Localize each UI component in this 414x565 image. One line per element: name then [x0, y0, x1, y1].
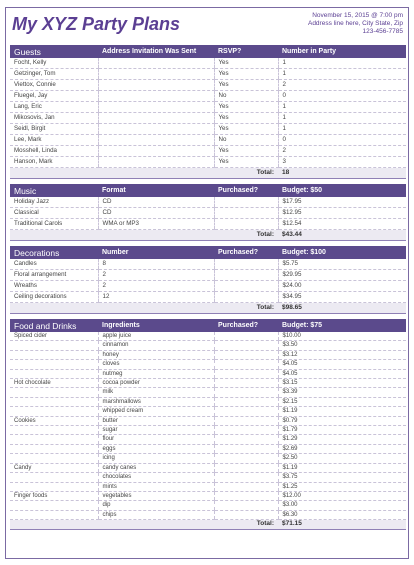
table-row — [10, 491, 406, 500]
table-row — [10, 360, 406, 369]
table-row — [10, 397, 406, 406]
table-cell[interactable] — [214, 388, 278, 397]
table-cell[interactable]: 3 — [278, 157, 406, 168]
table-cell[interactable] — [214, 435, 278, 444]
table-cell[interactable] — [214, 208, 278, 219]
decorations-header-row — [10, 246, 406, 259]
table-cell[interactable] — [214, 360, 278, 369]
table-cell[interactable]: candy canes — [98, 463, 214, 472]
table-cell[interactable] — [10, 350, 98, 359]
table-cell[interactable]: 1 — [278, 102, 406, 113]
table-cell[interactable] — [214, 341, 278, 350]
table-cell[interactable] — [214, 501, 278, 510]
table-row — [10, 270, 406, 281]
food-column-header: Ingredients — [98, 319, 214, 332]
table-cell[interactable]: Ceiling decorations — [10, 292, 98, 303]
table-cell[interactable]: $2.50 — [278, 454, 406, 463]
table-row — [10, 69, 406, 80]
table-cell[interactable]: 2 — [98, 270, 214, 281]
table-cell[interactable]: Mikosovis, Jan — [10, 113, 98, 124]
table-cell[interactable]: Focht, Kelly — [10, 58, 98, 69]
table-cell[interactable]: cinnamon — [98, 341, 214, 350]
table-cell[interactable] — [214, 426, 278, 435]
table-cell[interactable]: $3.39 — [278, 388, 406, 397]
table-row — [10, 102, 406, 113]
table-cell[interactable]: $6.30 — [278, 510, 406, 519]
table-cell[interactable]: WMA or MP3 — [98, 219, 214, 230]
table-cell[interactable] — [214, 219, 278, 230]
table-cell[interactable]: $1.79 — [278, 426, 406, 435]
sheet-header — [6, 8, 408, 45]
table-row — [10, 350, 406, 359]
table-cell[interactable]: 1 — [278, 69, 406, 80]
guests-total-row — [10, 168, 406, 179]
table-cell[interactable]: $12.00 — [278, 491, 406, 500]
music-column-header: Format — [98, 184, 214, 197]
table-cell[interactable]: Yes — [214, 157, 278, 168]
table-cell[interactable]: Hanson, Mark — [10, 157, 98, 168]
table-cell[interactable]: Classical — [10, 208, 98, 219]
table-cell[interactable] — [214, 332, 278, 341]
table-row — [10, 379, 406, 388]
food-total-row — [10, 520, 406, 529]
table-cell[interactable]: 1 — [278, 124, 406, 135]
table-cell[interactable] — [214, 197, 278, 208]
table-row — [10, 369, 406, 378]
total-spacer — [10, 520, 214, 529]
total-value: 18 — [278, 168, 406, 179]
table-cell[interactable]: Holiday Jazz — [10, 197, 98, 208]
music-column-header: Purchased? — [214, 184, 278, 197]
event-address: Address line here, City State, Zip — [307, 20, 403, 27]
table-row — [10, 444, 406, 453]
table-cell[interactable] — [214, 350, 278, 359]
decorations-column-header: Budget: $100 — [278, 246, 406, 259]
table-cell[interactable]: Yes — [214, 102, 278, 113]
table-cell[interactable] — [214, 270, 278, 281]
table-cell[interactable]: $3.15 — [278, 379, 406, 388]
table-cell[interactable] — [10, 473, 98, 482]
table-cell[interactable]: Yes — [214, 113, 278, 124]
table-cell[interactable]: Cookies — [10, 416, 98, 425]
table-cell[interactable] — [214, 369, 278, 378]
total-label: Total: — [214, 230, 278, 241]
table-cell[interactable]: $3.12 — [278, 350, 406, 359]
table-cell[interactable] — [98, 135, 214, 146]
decorations-total-row — [10, 303, 406, 314]
table-cell[interactable]: No — [214, 91, 278, 102]
table-cell[interactable]: $1.19 — [278, 463, 406, 472]
table-row — [10, 91, 406, 102]
table-cell[interactable] — [10, 397, 98, 406]
guests-column-header: Number in Party — [278, 45, 406, 58]
table-cell[interactable]: flour — [98, 435, 214, 444]
decorations-column-header: Decorations — [10, 246, 98, 259]
table-cell[interactable]: Lee, Mark — [10, 135, 98, 146]
table-row — [10, 281, 406, 292]
table-cell[interactable] — [98, 124, 214, 135]
table-cell[interactable]: Viettox, Connie — [10, 80, 98, 91]
table-cell[interactable] — [98, 113, 214, 124]
table-cell[interactable]: Floral arrangement — [10, 270, 98, 281]
table-cell[interactable] — [98, 146, 214, 157]
table-cell[interactable] — [10, 482, 98, 491]
table-cell[interactable]: butter — [98, 416, 214, 425]
food-header-row — [10, 319, 406, 332]
table-cell[interactable]: vegetables — [98, 491, 214, 500]
table-cell[interactable]: Seidl, Birgit — [10, 124, 98, 135]
table-cell[interactable]: Finger foods — [10, 491, 98, 500]
page-title: My XYZ Party Plans — [12, 14, 181, 34]
table-cell[interactable]: 2 — [98, 281, 214, 292]
guests-column-header: Address Invitation Was Sent — [98, 45, 214, 58]
table-cell[interactable] — [98, 157, 214, 168]
table-cell[interactable]: Yes — [214, 58, 278, 69]
table-cell[interactable]: $3.00 — [278, 501, 406, 510]
table-row — [10, 292, 406, 303]
table-cell[interactable]: Getzinger, Tom — [10, 69, 98, 80]
guests-column-header: RSVP? — [214, 45, 278, 58]
music-column-header: Budget: $50 — [278, 184, 406, 197]
table-cell[interactable]: $4.05 — [278, 369, 406, 378]
table-cell[interactable]: Wreaths — [10, 281, 98, 292]
table-cell[interactable]: $2.69 — [278, 444, 406, 453]
table-cell[interactable] — [214, 454, 278, 463]
total-spacer — [10, 230, 214, 241]
table-cell[interactable]: mints — [98, 482, 214, 491]
total-value: $71.15 — [278, 520, 406, 529]
table-cell[interactable] — [214, 281, 278, 292]
food-column-header: Purchased? — [214, 319, 278, 332]
table-row — [10, 259, 406, 270]
food-column-header: Budget: $75 — [278, 319, 406, 332]
table-cell[interactable]: $0.79 — [278, 416, 406, 425]
table-cell[interactable]: Yes — [214, 80, 278, 91]
table-cell[interactable]: $24.00 — [278, 281, 406, 292]
table-cell[interactable]: $3.75 — [278, 473, 406, 482]
table-cell[interactable] — [214, 407, 278, 416]
table-cell[interactable]: Yes — [214, 69, 278, 80]
music-total-row — [10, 230, 406, 241]
table-cell[interactable] — [214, 292, 278, 303]
table-cell[interactable]: 0 — [278, 135, 406, 146]
total-label: Total: — [214, 168, 278, 179]
table-cell[interactable]: Candy — [10, 463, 98, 472]
guests-column-header: Guests — [10, 45, 98, 58]
table-row — [10, 482, 406, 491]
music-header-row — [10, 184, 406, 197]
decorations-table — [10, 246, 406, 314]
table-cell[interactable]: Yes — [214, 146, 278, 157]
total-spacer — [10, 168, 214, 179]
table-cell[interactable]: Lang, Eric — [10, 102, 98, 113]
table-row — [10, 113, 406, 124]
table-cell[interactable]: $1.19 — [278, 407, 406, 416]
table-cell[interactable]: Traditional Carols — [10, 219, 98, 230]
music-column-header: Music — [10, 184, 98, 197]
table-cell[interactable] — [10, 369, 98, 378]
table-cell[interactable] — [214, 473, 278, 482]
table-cell[interactable]: marshmallows — [98, 397, 214, 406]
table-cell[interactable] — [214, 259, 278, 270]
table-row — [10, 197, 406, 208]
table-row — [10, 80, 406, 91]
table-cell[interactable] — [10, 501, 98, 510]
food-and-drinks-table — [10, 319, 406, 530]
table-cell[interactable]: $10.00 — [278, 332, 406, 341]
table-cell[interactable]: 0 — [278, 91, 406, 102]
table-cell[interactable]: $5.75 — [278, 259, 406, 270]
table-cell[interactable] — [10, 444, 98, 453]
table-cell[interactable]: icing — [98, 454, 214, 463]
table-cell[interactable]: whipped cream — [98, 407, 214, 416]
event-info — [308, 12, 403, 36]
table-cell[interactable]: CD — [98, 208, 214, 219]
table-cell[interactable] — [214, 463, 278, 472]
guests-header-row — [10, 45, 406, 58]
table-cell[interactable]: $4.05 — [278, 360, 406, 369]
table-cell[interactable]: cocoa powder — [98, 379, 214, 388]
table-cell[interactable] — [98, 102, 214, 113]
table-cell[interactable] — [10, 510, 98, 519]
table-row — [10, 208, 406, 219]
table-cell[interactable]: 2 — [278, 80, 406, 91]
table-cell[interactable] — [214, 491, 278, 500]
total-value: $98.65 — [278, 303, 406, 314]
table-cell[interactable]: eggs — [98, 444, 214, 453]
table-cell[interactable]: $17.95 — [278, 197, 406, 208]
table-cell[interactable] — [98, 69, 214, 80]
table-cell[interactable]: cloves — [98, 360, 214, 369]
guests-table — [10, 45, 406, 179]
table-row — [10, 341, 406, 350]
table-row — [10, 426, 406, 435]
table-cell[interactable] — [10, 388, 98, 397]
table-row — [10, 454, 406, 463]
event-date: November 15, 2015 @ 7:00 pm — [312, 12, 403, 19]
table-row — [10, 435, 406, 444]
event-phone: 123-456-7785 — [362, 28, 403, 35]
table-cell[interactable] — [214, 416, 278, 425]
total-value: $43.44 — [278, 230, 406, 241]
total-label: Total: — [214, 303, 278, 314]
table-cell[interactable]: CD — [98, 197, 214, 208]
table-cell[interactable]: Candles — [10, 259, 98, 270]
table-cell[interactable] — [10, 341, 98, 350]
table-cell[interactable]: $3.50 — [278, 341, 406, 350]
table-cell[interactable] — [214, 444, 278, 453]
table-cell[interactable]: sugar — [98, 426, 214, 435]
table-cell[interactable] — [214, 397, 278, 406]
table-cell[interactable] — [214, 482, 278, 491]
table-row — [10, 510, 406, 519]
table-cell[interactable]: No — [214, 135, 278, 146]
table-row — [10, 416, 406, 425]
table-cell[interactable]: chocolates — [98, 473, 214, 482]
table-cell[interactable]: $29.95 — [278, 270, 406, 281]
table-cell[interactable] — [10, 454, 98, 463]
table-cell[interactable] — [98, 80, 214, 91]
table-row — [10, 135, 406, 146]
table-cell[interactable] — [10, 360, 98, 369]
table-cell[interactable]: 1 — [278, 113, 406, 124]
table-cell[interactable]: nutmeg — [98, 369, 214, 378]
table-cell[interactable]: 12 — [98, 292, 214, 303]
table-cell[interactable] — [10, 435, 98, 444]
table-row — [10, 219, 406, 230]
table-cell[interactable]: Hot chocolate — [10, 379, 98, 388]
table-cell[interactable] — [10, 426, 98, 435]
table-cell[interactable]: milk — [98, 388, 214, 397]
table-row — [10, 501, 406, 510]
table-row — [10, 332, 406, 341]
table-cell[interactable] — [214, 510, 278, 519]
table-cell[interactable]: $2.15 — [278, 397, 406, 406]
table-cell[interactable] — [10, 407, 98, 416]
table-cell[interactable]: Spiced cider — [10, 332, 98, 341]
table-cell[interactable]: $12.95 — [278, 208, 406, 219]
table-row — [10, 407, 406, 416]
table-cell[interactable]: 8 — [98, 259, 214, 270]
table-cell[interactable]: Yes — [214, 124, 278, 135]
music-table — [10, 184, 406, 241]
table-row — [10, 124, 406, 135]
table-cell[interactable]: honey — [98, 350, 214, 359]
table-cell[interactable] — [214, 379, 278, 388]
table-cell[interactable] — [98, 58, 214, 69]
table-cell[interactable] — [98, 91, 214, 102]
table-cell[interactable]: Fluegel, Jay — [10, 91, 98, 102]
party-plan-sheet — [5, 7, 409, 559]
table-row — [10, 58, 406, 69]
total-label: Total: — [214, 520, 278, 529]
table-row — [10, 157, 406, 168]
table-cell[interactable]: 1 — [278, 58, 406, 69]
table-cell[interactable]: 2 — [278, 146, 406, 157]
table-row — [10, 473, 406, 482]
total-spacer — [10, 303, 214, 314]
table-cell[interactable]: $1.29 — [278, 435, 406, 444]
table-row — [10, 463, 406, 472]
table-row — [10, 388, 406, 397]
table-cell[interactable]: apple juice — [98, 332, 214, 341]
table-cell[interactable]: chips — [98, 510, 214, 519]
decorations-column-header: Number — [98, 246, 214, 259]
table-cell[interactable]: $12.54 — [278, 219, 406, 230]
food-column-header: Food and Drinks — [10, 319, 98, 332]
table-row — [10, 146, 406, 157]
table-cell[interactable]: $34.95 — [278, 292, 406, 303]
decorations-column-header: Purchased? — [214, 246, 278, 259]
table-cell[interactable]: $1.25 — [278, 482, 406, 491]
table-cell[interactable]: Mosshell, Linda — [10, 146, 98, 157]
table-cell[interactable]: dip — [98, 501, 214, 510]
